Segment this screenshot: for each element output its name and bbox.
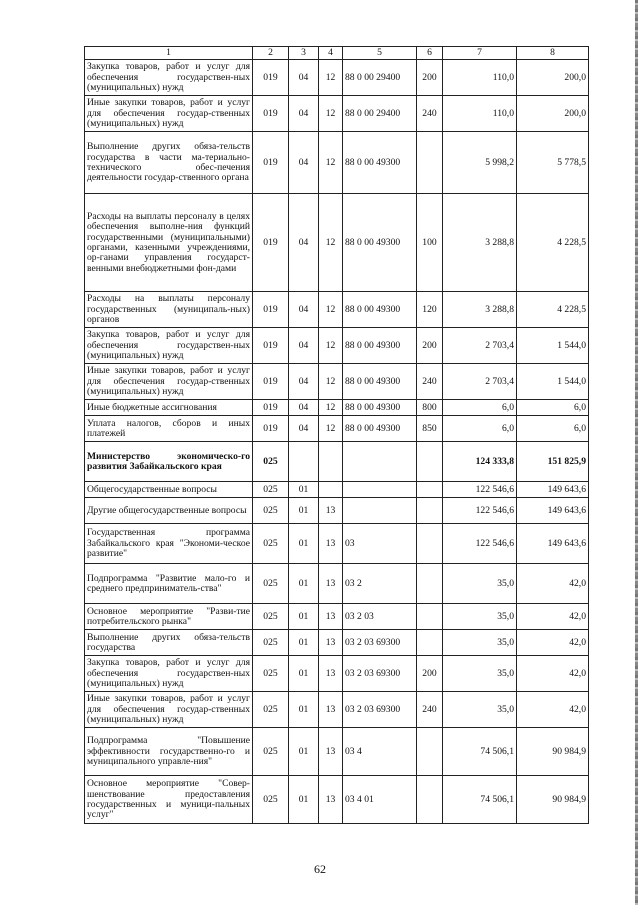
table-row [85, 524, 589, 564]
cell-target-article [343, 482, 417, 498]
cell-section: 01 [289, 630, 319, 656]
cell-target-article: 88 0 00 29400 [343, 60, 417, 96]
cell-target-article: 88 0 00 49300 [343, 292, 417, 328]
cell-name: Выполнение других обяза-тельств государства в части ма-териально-технического обес-печения деятельности государ-ственного органа [85, 132, 253, 194]
cell-subsection: 12 [319, 364, 343, 400]
cell-amount-year1: 6,0 [443, 416, 517, 442]
cell-expense-type: 100 [417, 194, 443, 292]
cell-target-article: 88 0 00 49300 [343, 328, 417, 364]
cell-ministry-code: 025 [253, 442, 289, 482]
cell-name: Общегосударственные вопросы [85, 482, 253, 498]
cell-subsection: 13 [319, 728, 343, 776]
cell-target-article: 88 0 00 49300 [343, 364, 417, 400]
cell-target-article: 88 0 00 49300 [343, 132, 417, 194]
cell-subsection: 12 [319, 292, 343, 328]
cell-subsection [319, 442, 343, 482]
cell-amount-year2: 42,0 [517, 630, 589, 656]
cell-section [289, 442, 319, 482]
cell-amount-year1: 35,0 [443, 630, 517, 656]
cell-amount-year1: 74 506,1 [443, 776, 517, 824]
cell-section: 01 [289, 498, 319, 524]
cell-expense-type [417, 604, 443, 630]
cell-ministry-code: 019 [253, 400, 289, 416]
cell-amount-year1: 74 506,1 [443, 728, 517, 776]
cell-ministry-code: 025 [253, 776, 289, 824]
table-row [85, 132, 589, 194]
cell-target-article [343, 442, 417, 482]
cell-subsection: 13 [319, 630, 343, 656]
cell-amount-year2: 90 984,9 [517, 728, 589, 776]
cell-amount-year2: 149 643,6 [517, 498, 589, 524]
cell-name: Другие общегосударственные вопросы [85, 498, 253, 524]
cell-target-article: 03 2 03 69300 [343, 656, 417, 692]
cell-section: 01 [289, 524, 319, 564]
header-col-4: 4 [319, 47, 343, 60]
cell-amount-year1: 35,0 [443, 692, 517, 728]
table-row [85, 60, 589, 96]
cell-name: Подпрограмма "Развитие мало-го и среднего предприниматель-ства" [85, 564, 253, 604]
cell-amount-year1: 35,0 [443, 564, 517, 604]
cell-target-article: 88 0 00 49300 [343, 416, 417, 442]
table-row [85, 416, 589, 442]
cell-expense-type [417, 776, 443, 824]
cell-section: 01 [289, 604, 319, 630]
cell-name: Министерство экономическо-го развития Забайкальского края [85, 442, 253, 482]
cell-amount-year2: 6,0 [517, 400, 589, 416]
cell-expense-type [417, 564, 443, 604]
cell-amount-year2: 4 228,5 [517, 292, 589, 328]
cell-section: 04 [289, 292, 319, 328]
cell-section: 04 [289, 132, 319, 194]
cell-name: Расходы на выплаты персоналу в целях обеспечения выполне-ния функций государственными (муниципальными) органами, казенными учреждениями, ор-ганами управления государст-венными внебюджетными фон-дами [85, 194, 253, 292]
table-row [85, 194, 589, 292]
cell-section: 04 [289, 194, 319, 292]
cell-ministry-code: 019 [253, 292, 289, 328]
cell-amount-year2: 90 984,9 [517, 776, 589, 824]
cell-expense-type: 850 [417, 416, 443, 442]
cell-ministry-code: 019 [253, 96, 289, 132]
cell-section: 01 [289, 776, 319, 824]
cell-subsection: 13 [319, 524, 343, 564]
cell-amount-year1: 110,0 [443, 96, 517, 132]
table-row [85, 364, 589, 400]
cell-target-article: 88 0 00 49300 [343, 194, 417, 292]
cell-section: 04 [289, 400, 319, 416]
header-col-5: 5 [343, 47, 417, 60]
cell-expense-type [417, 442, 443, 482]
cell-target-article: 03 4 [343, 728, 417, 776]
cell-target-article: 03 4 01 [343, 776, 417, 824]
cell-target-article [343, 498, 417, 524]
cell-subsection: 12 [319, 60, 343, 96]
cell-subsection: 13 [319, 604, 343, 630]
cell-name: Расходы на выплаты персоналу государственных (муниципаль-ных) органов [85, 292, 253, 328]
cell-section: 01 [289, 564, 319, 604]
cell-name: Подпрограмма "Повышение эффективности государственно-го и муниципального управле-ния" [85, 728, 253, 776]
cell-subsection: 12 [319, 194, 343, 292]
table-row [85, 328, 589, 364]
cell-amount-year1: 124 333,8 [443, 442, 517, 482]
cell-amount-year1: 3 288,8 [443, 194, 517, 292]
cell-expense-type: 200 [417, 328, 443, 364]
cell-amount-year2: 4 228,5 [517, 194, 589, 292]
cell-amount-year1: 122 546,6 [443, 482, 517, 498]
cell-ministry-code: 025 [253, 692, 289, 728]
cell-ministry-code: 025 [253, 630, 289, 656]
cell-name: Основное мероприятие "Совер-шенствование предоставления государственных и муници-пальных услуг" [85, 776, 253, 824]
cell-ministry-code: 019 [253, 364, 289, 400]
cell-expense-type [417, 482, 443, 498]
cell-amount-year1: 35,0 [443, 604, 517, 630]
cell-name: Государственная программа Забайкальского края "Экономи-ческое развитие" [85, 524, 253, 564]
cell-ministry-code: 025 [253, 498, 289, 524]
table-row [85, 400, 589, 416]
header-col-3: 3 [289, 47, 319, 60]
cell-expense-type: 240 [417, 692, 443, 728]
cell-expense-type [417, 630, 443, 656]
cell-subsection: 13 [319, 564, 343, 604]
cell-subsection: 12 [319, 328, 343, 364]
cell-section: 04 [289, 60, 319, 96]
cell-expense-type [417, 728, 443, 776]
cell-section: 01 [289, 728, 319, 776]
cell-ministry-code: 025 [253, 524, 289, 564]
cell-amount-year2: 1 544,0 [517, 364, 589, 400]
cell-amount-year1: 3 288,8 [443, 292, 517, 328]
cell-target-article: 88 0 00 29400 [343, 96, 417, 132]
cell-name: Иные закупки товаров, работ и услуг для обеспечения государ-ственных (муниципальных) нужд [85, 692, 253, 728]
cell-amount-year1: 122 546,6 [443, 524, 517, 564]
cell-amount-year2: 6,0 [517, 416, 589, 442]
header-col-6: 6 [417, 47, 443, 60]
header-col-2: 2 [253, 47, 289, 60]
cell-ministry-code: 025 [253, 656, 289, 692]
cell-subsection: 12 [319, 400, 343, 416]
header-col-8: 8 [517, 47, 589, 60]
cell-name: Иные закупки товаров, работ и услуг для обеспечения государ-ственных (муниципальных) нужд [85, 364, 253, 400]
cell-section: 01 [289, 692, 319, 728]
cell-name: Закупка товаров, работ и услуг для обеспечения государствен-ных (муниципальных) нужд [85, 328, 253, 364]
cell-subsection [319, 482, 343, 498]
cell-name: Выполнение других обяза-тельств государства [85, 630, 253, 656]
cell-subsection: 13 [319, 498, 343, 524]
cell-amount-year2: 5 778,5 [517, 132, 589, 194]
cell-expense-type [417, 524, 443, 564]
cell-name: Основное мероприятие "Разви-тие потребительского рынка" [85, 604, 253, 630]
cell-target-article: 03 2 03 69300 [343, 630, 417, 656]
cell-target-article: 03 2 03 [343, 604, 417, 630]
cell-ministry-code: 025 [253, 604, 289, 630]
cell-name: Иные закупки товаров, работ и услуг для обеспечения государ-ственных (муниципальных) нужд [85, 96, 253, 132]
page-number: 62 [314, 862, 326, 876]
cell-expense-type: 240 [417, 96, 443, 132]
cell-amount-year1: 5 998,2 [443, 132, 517, 194]
cell-amount-year2: 149 643,6 [517, 524, 589, 564]
cell-amount-year1: 2 703,4 [443, 328, 517, 364]
cell-subsection: 13 [319, 656, 343, 692]
cell-amount-year2: 42,0 [517, 692, 589, 728]
cell-expense-type: 200 [417, 60, 443, 96]
table-row [85, 482, 589, 498]
cell-amount-year2: 149 643,6 [517, 482, 589, 498]
cell-ministry-code: 025 [253, 564, 289, 604]
cell-ministry-code: 019 [253, 194, 289, 292]
cell-section: 04 [289, 416, 319, 442]
cell-subsection: 13 [319, 692, 343, 728]
cell-section: 04 [289, 328, 319, 364]
table-row [85, 630, 589, 656]
table-row [85, 656, 589, 692]
cell-amount-year2: 200,0 [517, 60, 589, 96]
table-row [85, 604, 589, 630]
table-row [85, 692, 589, 728]
cell-name: Закупка товаров, работ и услуг для обеспечения государствен-ных (муниципальных) нужд [85, 656, 253, 692]
cell-section: 01 [289, 656, 319, 692]
cell-expense-type [417, 498, 443, 524]
cell-amount-year1: 122 546,6 [443, 498, 517, 524]
budget-table [84, 46, 589, 824]
cell-section: 04 [289, 364, 319, 400]
cell-target-article: 88 0 00 49300 [343, 400, 417, 416]
cell-subsection: 12 [319, 416, 343, 442]
cell-expense-type: 120 [417, 292, 443, 328]
table-row [85, 564, 589, 604]
table-body [85, 60, 589, 824]
cell-amount-year2: 42,0 [517, 604, 589, 630]
cell-amount-year1: 35,0 [443, 656, 517, 692]
header-col-1: 1 [85, 47, 253, 60]
cell-ministry-code: 025 [253, 728, 289, 776]
cell-amount-year1: 2 703,4 [443, 364, 517, 400]
cell-section: 01 [289, 482, 319, 498]
table-row [85, 292, 589, 328]
cell-ministry-code: 019 [253, 328, 289, 364]
cell-amount-year2: 1 544,0 [517, 328, 589, 364]
cell-section: 04 [289, 96, 319, 132]
cell-subsection: 12 [319, 132, 343, 194]
header-col-7: 7 [443, 47, 517, 60]
table-row [85, 96, 589, 132]
cell-amount-year1: 110,0 [443, 60, 517, 96]
cell-amount-year2: 42,0 [517, 564, 589, 604]
header-row [85, 47, 589, 60]
scan-edge [635, 0, 638, 905]
cell-ministry-code: 019 [253, 132, 289, 194]
cell-target-article: 03 [343, 524, 417, 564]
cell-name: Закупка товаров, работ и услуг для обеспечения государствен-ных (муниципальных) нужд [85, 60, 253, 96]
cell-expense-type: 800 [417, 400, 443, 416]
cell-ministry-code: 019 [253, 60, 289, 96]
cell-amount-year2: 200,0 [517, 96, 589, 132]
cell-ministry-code: 019 [253, 416, 289, 442]
cell-target-article: 03 2 03 69300 [343, 692, 417, 728]
cell-subsection: 12 [319, 96, 343, 132]
cell-amount-year1: 6,0 [443, 400, 517, 416]
table-row [85, 728, 589, 776]
cell-amount-year2: 151 825,9 [517, 442, 589, 482]
cell-expense-type: 200 [417, 656, 443, 692]
cell-target-article: 03 2 [343, 564, 417, 604]
cell-subsection: 13 [319, 776, 343, 824]
table-row [85, 776, 589, 824]
cell-amount-year2: 42,0 [517, 656, 589, 692]
table-row [85, 442, 589, 482]
cell-ministry-code: 025 [253, 482, 289, 498]
cell-expense-type: 240 [417, 364, 443, 400]
cell-name: Уплата налогов, сборов и иных платежей [85, 416, 253, 442]
cell-expense-type [417, 132, 443, 194]
cell-name: Иные бюджетные ассигнования [85, 400, 253, 416]
table-row [85, 498, 589, 524]
